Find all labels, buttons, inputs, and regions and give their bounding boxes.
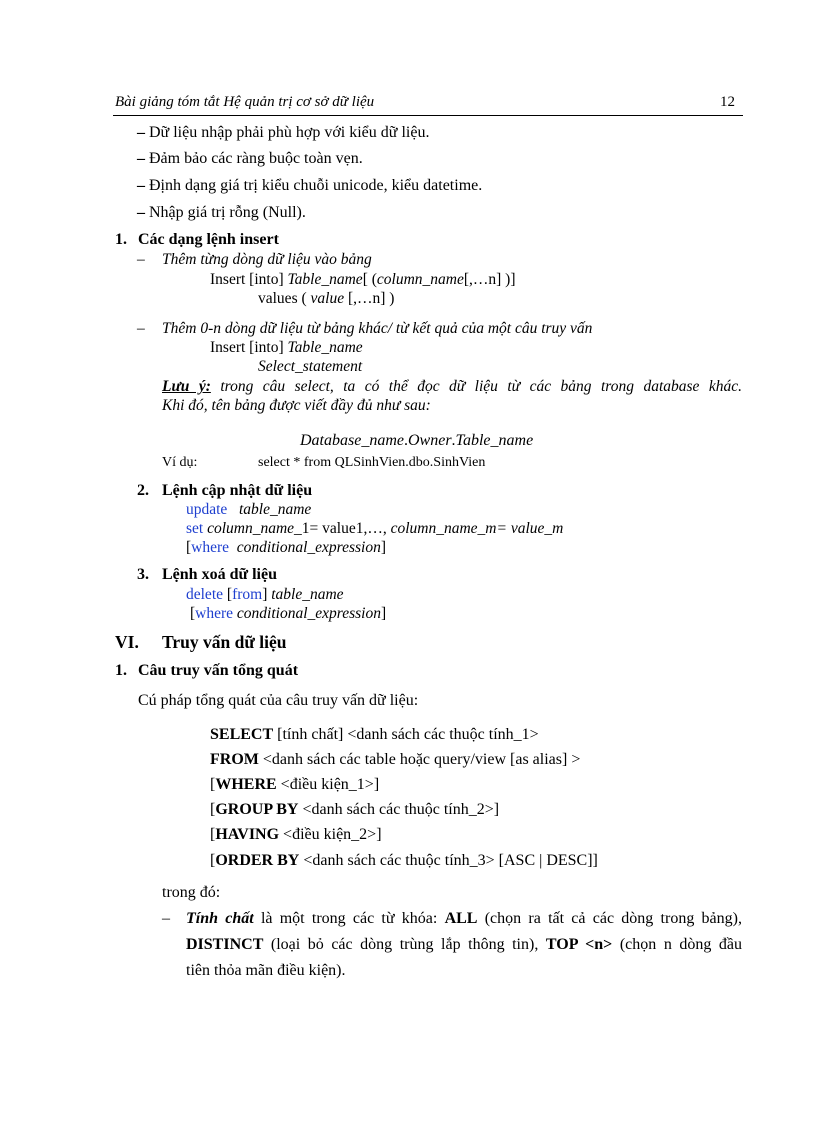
insert-item2-label: Thêm 0-n dòng dữ liệu từ bảng khác/ từ kết quả của một câu truy vấn — [162, 320, 593, 337]
section-number: VI. — [115, 632, 139, 652]
dash-marker: – — [162, 910, 170, 927]
dash-marker: – — [137, 251, 145, 268]
full-table-name: Database_name.Owner.Table_name — [300, 432, 534, 449]
section-title-delete: Lệnh xoá dữ liệu — [162, 566, 277, 583]
bullet-text: Nhập giá trị rỗng (Null). — [149, 204, 306, 221]
example-label: Ví dụ: — [162, 455, 198, 470]
bullet-item — [137, 204, 306, 222]
section-number: 2. — [137, 482, 149, 499]
section-title-update: Lệnh cập nhật dữ liệu — [162, 482, 313, 499]
dash-marker: – — [137, 177, 145, 194]
select-statement-line: Select_statement — [258, 358, 363, 375]
dash-marker: – — [137, 204, 145, 221]
section-title-insert: Các dạng lệnh insert — [138, 231, 279, 248]
page-number: 12 — [720, 94, 735, 110]
running-header-title: Bài giảng tóm tắt Hệ quản trị cơ sở dữ liệu — [115, 94, 375, 110]
section-number: 1. — [115, 231, 127, 248]
where-label: trong đó: — [162, 884, 221, 901]
header-rule — [113, 115, 743, 116]
section-title-query: Truy vấn dữ liệu — [162, 632, 287, 652]
delete-line: delete [from] table_name — [186, 586, 344, 603]
delete-where-line: [where conditional_expression] — [190, 605, 387, 622]
insert-values-line: values ( value [,…n] ) — [258, 290, 395, 307]
dash-marker: – — [137, 124, 145, 141]
explain-line-1: Tính chất là một trong các từ khóa: ALL (chọn ra tất cả các dòng trong bảng), — [186, 910, 742, 927]
bullet-text: Định dạng giá trị kiểu chuỗi unicode, kiểu datetime. — [149, 177, 483, 194]
note-paragraph — [162, 378, 742, 396]
section-title-general-query: Câu truy vấn tổng quát — [138, 662, 299, 679]
note-label: Lưu ý: — [162, 378, 211, 395]
bullet-item — [137, 177, 482, 195]
dash-marker: – — [137, 150, 145, 167]
insert-syntax-line: Insert [into] Table_name[ (column_name[,…n] )] — [210, 271, 516, 288]
update-line: update table_name — [186, 501, 312, 518]
insert-item1-label: Thêm từng dòng dữ liệu vào bảng — [162, 251, 372, 268]
syntax-line-group-by: [GROUP BY <danh sách các thuộc tính_2>] — [210, 801, 500, 818]
syntax-line-from: FROM <danh sách các table hoặc query/view [as alias] > — [210, 751, 581, 768]
syntax-line-order-by: [ORDER BY <danh sách các thuộc tính_3> [ASC | DESC]] — [210, 852, 598, 869]
syntax-line-where: [WHERE <điều kiện_1>] — [210, 776, 380, 793]
bullet-text: Đảm bảo các ràng buộc toàn vẹn. — [149, 150, 363, 167]
bullet-item — [137, 150, 363, 168]
set-line: set column_name_1= value1,…, column_name_m= value_m — [186, 520, 564, 537]
insert-select-line: Insert [into] Table_name — [210, 339, 363, 356]
syntax-line-select: SELECT [tính chất] <danh sách các thuộc tính_1> — [210, 726, 539, 743]
section-number: 3. — [137, 566, 149, 583]
explain-line-3: tiên thỏa mãn điều kiện). — [186, 962, 346, 979]
where-line: [where conditional_expression] — [186, 539, 387, 556]
note-text-line2: Khi đó, tên bảng được viết đầy đủ như sau: — [162, 397, 431, 414]
section-number: 1. — [115, 662, 127, 679]
note-text: trong câu select, ta có thể đọc dữ liệu từ các bảng trong database khác. — [210, 378, 742, 395]
example-code: select * from QLSinhVien.dbo.SinhVien — [258, 455, 486, 470]
dash-marker: – — [137, 320, 145, 337]
bullet-text: Dữ liệu nhập phải phù hợp với kiểu dữ liệu. — [149, 124, 430, 141]
syntax-line-having: [HAVING <điều kiện_2>] — [210, 826, 382, 843]
explain-line-2: DISTINCT (loại bỏ các dòng trùng lắp thông tin), TOP <n> (chọn n dòng đầu — [186, 936, 743, 953]
query-intro: Cú pháp tổng quát của câu truy vấn dữ liệu: — [138, 692, 419, 709]
bullet-item — [137, 124, 429, 142]
